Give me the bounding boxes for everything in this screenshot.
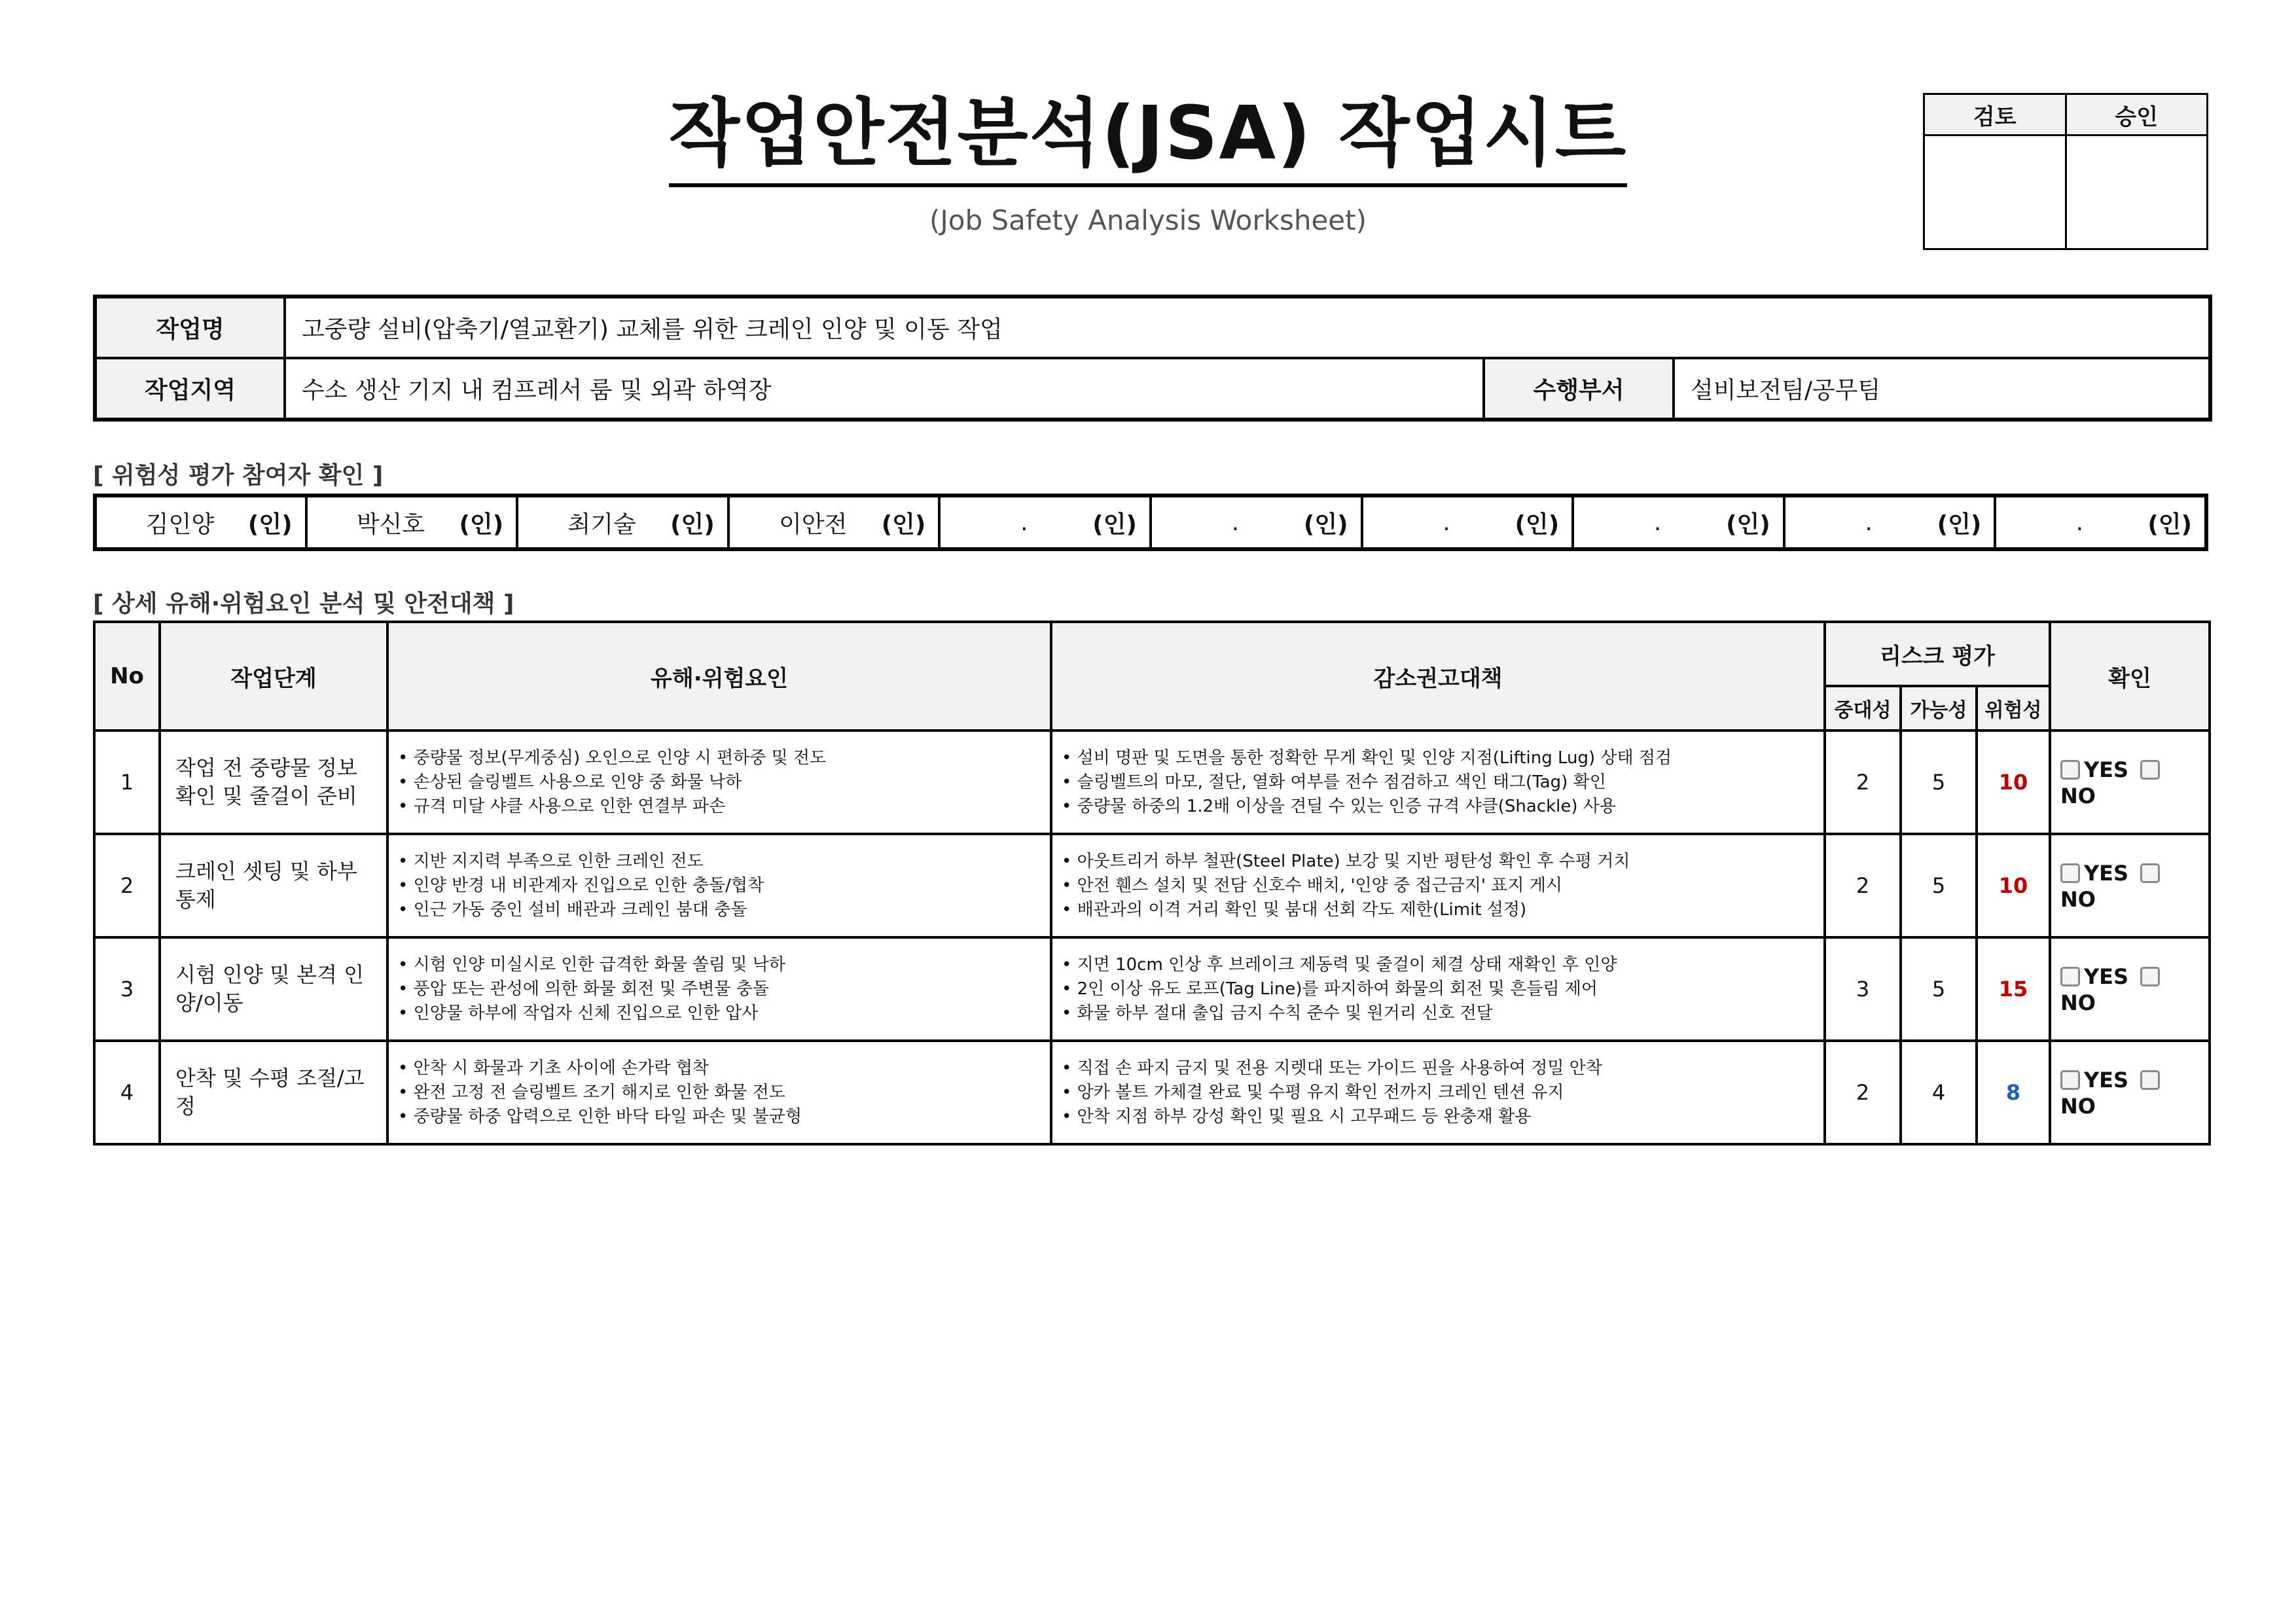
no-label: NO	[2060, 887, 2096, 912]
participant-entry	[308, 506, 516, 539]
participant-cell[interactable]	[939, 496, 1151, 549]
participant-entry	[1364, 506, 1571, 539]
seal-mark: (인)	[247, 511, 293, 538]
participant-cell[interactable]	[306, 496, 518, 549]
confirm-header: 확인	[2050, 622, 2210, 731]
seal-mark: (인)	[1092, 511, 1137, 538]
participant-cell[interactable]	[1362, 496, 1573, 549]
approval-box	[1923, 93, 2208, 250]
hazard-item: • 손상된 슬링벨트 사용으로 인양 중 화물 낙하	[398, 772, 742, 792]
participant-name: .	[2075, 509, 2084, 536]
yes-label: YES	[2084, 1068, 2129, 1092]
participant-entry	[98, 506, 304, 539]
participant-entry	[1997, 506, 2204, 539]
measure-cell	[1051, 1041, 1825, 1144]
no-label: NO	[2060, 1094, 2096, 1119]
participant-name: .	[1231, 509, 1240, 536]
work-step: 시험 인양 및 본격 인양/이동	[160, 937, 387, 1041]
hazard-cell	[387, 731, 1051, 834]
yes-label: YES	[2084, 861, 2129, 886]
approve-signature-field[interactable]	[2066, 135, 2208, 249]
hazard-list	[398, 746, 1043, 819]
table-row	[94, 1041, 2210, 1144]
likelihood-value: 5	[1901, 731, 1977, 834]
review-header: 검토	[1924, 94, 2066, 135]
risk-score-value: 10	[1977, 731, 2050, 834]
table-row	[94, 731, 2210, 834]
participant-entry	[1153, 506, 1360, 539]
seal-mark: (인)	[1515, 511, 1560, 538]
department-label: 수행부서	[1484, 358, 1674, 420]
hazard-item: • 중량물 정보(무게중심) 오인으로 인양 시 편하중 및 전도	[398, 748, 827, 768]
row-number: 4	[94, 1041, 160, 1144]
measure-item: • 아웃트리거 하부 철판(Steel Plate) 보강 및 지반 평탄성 확인 후 수평 거치	[1062, 851, 1630, 871]
no-label: NO	[2060, 990, 2096, 1015]
participant-entry	[1786, 506, 1994, 539]
participant-entry	[1575, 506, 1782, 539]
step-header: 작업단계	[160, 622, 387, 731]
department-value[interactable]: 설비보전팀/공무팀	[1674, 358, 2210, 420]
participant-cell[interactable]	[728, 496, 940, 549]
confirm-cell	[2050, 1041, 2210, 1144]
measure-cell	[1051, 937, 1825, 1041]
work-step: 안착 및 수평 조절/고정	[160, 1041, 387, 1144]
work-step: 작업 전 중량물 정보 확인 및 줄걸이 준비	[160, 731, 387, 834]
no-checkbox[interactable]	[2140, 1070, 2160, 1090]
participant-cell[interactable]	[1784, 496, 1996, 549]
table-row	[94, 834, 2210, 937]
no-label: NO	[2060, 784, 2096, 808]
seal-mark: (인)	[670, 511, 715, 538]
likelihood-header: 가능성	[1901, 686, 1977, 731]
no-checkbox[interactable]	[2140, 967, 2160, 986]
yes-label: YES	[2084, 964, 2129, 989]
participant-cell[interactable]	[95, 496, 306, 549]
hazard-item: • 시험 인양 미실시로 인한 급격한 화물 쏠림 및 낙하	[398, 954, 786, 975]
participants-table	[93, 494, 2208, 551]
measure-item: • 2인 이상 유도 로프(Tag Line)를 파지하여 화물의 회전 및 흔들림 제어	[1062, 979, 1598, 999]
row-number: 2	[94, 834, 160, 937]
work-step: 크레인 셋팅 및 하부 통제	[160, 834, 387, 937]
confirm-cell	[2050, 834, 2210, 937]
work-area-value[interactable]: 수소 생산 기지 내 컴프레서 룸 및 외곽 하역장	[285, 358, 1484, 420]
no-checkbox[interactable]	[2140, 760, 2160, 780]
likelihood-value: 4	[1901, 1041, 1977, 1144]
risk-score-value: 10	[1977, 834, 2050, 937]
no-checkbox[interactable]	[2140, 863, 2160, 883]
approve-header: 승인	[2066, 94, 2208, 135]
yes-label: YES	[2084, 757, 2129, 782]
job-name-label: 작업명	[95, 297, 285, 358]
measure-item: • 중량물 하중의 1.2배 이상을 견딜 수 있는 인증 규격 샤클(Shackle) 사용	[1062, 796, 1617, 816]
analysis-section-title: [ 상세 유해·위험요인 분석 및 안전대책 ]	[93, 590, 514, 617]
measure-list	[1062, 953, 1817, 1026]
row-number: 1	[94, 731, 160, 834]
seal-mark: (인)	[459, 511, 504, 538]
participant-entry	[519, 506, 726, 539]
participant-name: .	[1020, 509, 1028, 536]
measure-cell	[1051, 834, 1825, 937]
participant-name: .	[1443, 509, 1450, 536]
hazard-item: • 규격 미달 샤클 사용으로 인한 연결부 파손	[398, 796, 726, 816]
seal-mark: (인)	[1303, 511, 1348, 538]
measure-item: • 안전 휀스 설치 및 전담 신호수 배치, '인양 중 접근금지' 표지 게시	[1062, 875, 1562, 895]
job-name-value[interactable]: 고중량 설비(압축기/열교환기) 교체를 위한 크레인 인양 및 이동 작업	[285, 297, 2210, 358]
confirm-cell	[2050, 731, 2210, 834]
measure-item: • 앙카 볼트 가체결 완료 및 수평 유지 확인 전까지 크레인 텐션 유지	[1062, 1082, 1564, 1102]
table-row	[94, 937, 2210, 1041]
measure-list	[1062, 1056, 1817, 1129]
severity-header: 중대성	[1825, 686, 1901, 731]
seal-mark: (인)	[1937, 511, 1982, 538]
measure-item: • 설비 명판 및 도면을 통한 정확한 무게 확인 및 인양 지점(Lifting Lug) 상태 점검	[1062, 748, 1672, 768]
measure-header: 감소권고대책	[1051, 622, 1825, 731]
hazard-item: • 완전 고정 전 슬링벨트 조기 해지로 인한 화물 전도	[398, 1082, 786, 1102]
yes-checkbox[interactable]	[2060, 967, 2080, 986]
hazard-item: • 인양 반경 내 비관계자 진입으로 인한 충돌/협착	[398, 875, 764, 895]
participant-entry	[730, 506, 938, 539]
no-header: No	[94, 622, 160, 731]
participant-name: 김인양	[145, 511, 215, 538]
measure-item: • 슬링벨트의 마모, 절단, 열화 여부를 전수 점검하고 색인 태그(Tag) 확인	[1062, 772, 1606, 792]
participants-section-title: [ 위험성 평가 참여자 확인 ]	[93, 462, 384, 489]
hazard-item: • 안착 시 화물과 기초 사이에 손가락 협착	[398, 1058, 709, 1078]
likelihood-value: 5	[1901, 834, 1977, 937]
measure-item: • 화물 하부 절대 출입 금지 수칙 준수 및 원거리 신호 전달	[1062, 1003, 1493, 1023]
hazard-header: 유해·위험요인	[387, 622, 1051, 731]
yes-checkbox[interactable]	[2060, 1070, 2080, 1090]
participant-cell[interactable]	[1151, 496, 1362, 549]
participant-name: .	[1653, 509, 1662, 536]
participant-name: 이안전	[779, 511, 848, 538]
hazard-item: • 중량물 하중 압력으로 인한 바닥 타일 파손 및 불균형	[398, 1106, 802, 1127]
hazard-cell	[387, 937, 1051, 1041]
measure-cell	[1051, 731, 1825, 834]
hazard-item: • 인근 가동 중인 설비 배관과 크레인 붐대 충돌	[398, 899, 747, 920]
participant-entry	[941, 506, 1149, 539]
participant-name: 박신호	[356, 511, 425, 538]
measure-list	[1062, 746, 1817, 819]
row-number: 3	[94, 937, 160, 1041]
work-area-label: 작업지역	[95, 358, 285, 420]
hazard-cell	[387, 834, 1051, 937]
page-subtitle: (Job Safety Analysis Worksheet)	[929, 204, 1367, 236]
yes-checkbox[interactable]	[2060, 863, 2080, 883]
review-signature-field[interactable]	[1924, 135, 2066, 249]
measure-item: • 배관과의 이격 거리 확인 및 붐대 선회 각도 제한(Limit 설정)	[1062, 899, 1527, 920]
page-title: 작업안전분석(JSA) 작업시트	[669, 97, 1627, 187]
hazard-item: • 지반 지지력 부족으로 인한 크레인 전도	[398, 851, 704, 871]
severity-value: 2	[1825, 731, 1901, 834]
hazard-analysis-table	[93, 621, 2211, 1146]
hazard-item: • 풍압 또는 관성에 의한 화물 회전 및 주변물 충돌	[398, 979, 769, 999]
risk-score-value: 15	[1977, 937, 2050, 1041]
participant-name: .	[1865, 509, 1873, 536]
risk-score-header: 위험성	[1977, 686, 2050, 731]
participant-cell[interactable]	[1573, 496, 1784, 549]
severity-value: 2	[1825, 834, 1901, 937]
measure-list	[1062, 850, 1817, 922]
job-info-table	[93, 295, 2212, 422]
seal-mark: (인)	[2147, 511, 2192, 538]
participant-cell[interactable]	[517, 496, 728, 549]
hazard-item: • 인양물 하부에 작업자 신체 진입으로 인한 압사	[398, 1003, 759, 1023]
participant-name: 최기술	[567, 511, 636, 538]
participant-cell[interactable]	[1995, 496, 2206, 549]
confirm-cell	[2050, 937, 2210, 1041]
yes-checkbox[interactable]	[2060, 760, 2080, 780]
severity-value: 3	[1825, 937, 1901, 1041]
severity-value: 2	[1825, 1041, 1901, 1144]
likelihood-value: 5	[1901, 937, 1977, 1041]
risk-assessment-header: 리스크 평가	[1825, 622, 2050, 686]
hazard-list	[398, 850, 1043, 922]
measure-item: • 안착 지점 하부 강성 확인 및 필요 시 고무패드 등 완충재 활용	[1062, 1106, 1532, 1127]
measure-item: • 지면 10cm 인상 후 브레이크 제동력 및 줄걸이 체결 상태 재확인 후 인양	[1062, 954, 1617, 975]
risk-score-value: 8	[1977, 1041, 2050, 1144]
hazard-cell	[387, 1041, 1051, 1144]
seal-mark: (인)	[881, 511, 926, 538]
hazard-list	[398, 1056, 1043, 1129]
hazard-list	[398, 953, 1043, 1026]
seal-mark: (인)	[1726, 511, 1770, 538]
measure-item: • 직접 손 파지 금지 및 전용 지렛대 또는 가이드 핀을 사용하여 정밀 안착	[1062, 1058, 1603, 1078]
